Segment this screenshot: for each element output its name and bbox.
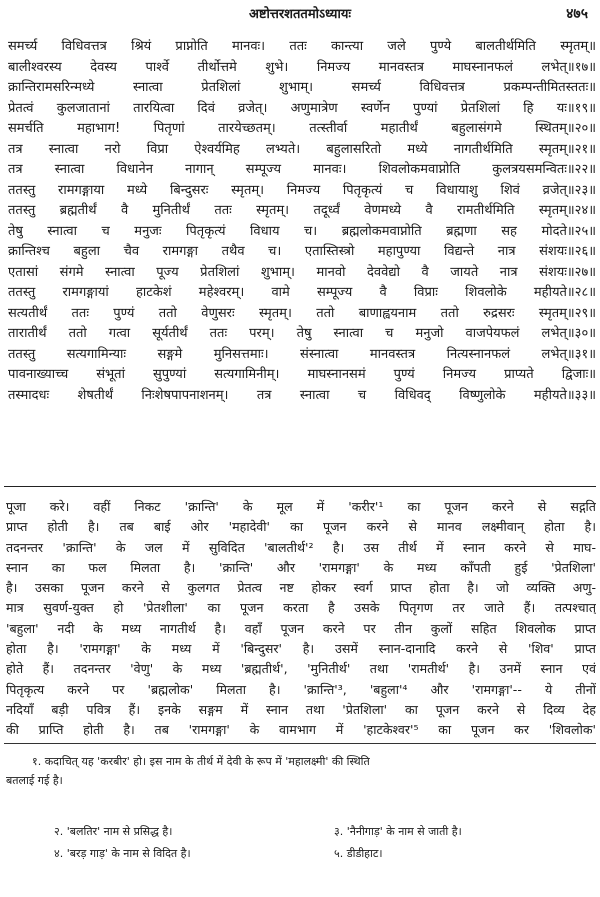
footnote-1-line1: १. कदाचित् यह 'करबीर' हो। इस नाम के तीर्थ में देवी के रूप में 'महालक्ष्मी' की स्थिति — [32, 755, 370, 768]
footnote-4: ४. 'बरड़ गाड़' के नाम से विदित है। — [54, 847, 191, 860]
translation-line: होते हैं। तदनन्तर 'वेणु' के मध्य 'ब्रह्मतीर्थ', 'मुनितीर्थ' तथा 'रामतीर्थ' है। उनमें स्नान एवं — [6, 661, 596, 677]
translation-line: की प्राप्ति होती है। तब 'रामगङ्गा' के वामभाग में 'हाटकेश्वर'⁵ का पूजन कर 'शिवलोक' — [6, 722, 596, 738]
translation-line: प्राप्त होती है। तब बाई ओर 'महादेवी' का पूजन करने से मानव लक्ष्मीवान् होता है। — [6, 519, 596, 535]
hindi-translation — [6, 497, 596, 741]
footnote-1 — [6, 752, 596, 790]
verse-line: तस्मादधः शेषतीर्थं निःशेषपापनाशनम्। तत्र स्नात्वा च विधिवद् विष्णुलोके महीयते॥३३॥ — [8, 387, 596, 403]
verse-line: सत्यतीर्थं ततः पुण्यं ततो वेणुसरः स्मृतम्। ततो बाणाह्वयनाम ततो रुद्रसरः स्मृतम्॥२९॥ — [8, 305, 596, 321]
verse-line: एतासां संगमे स्नात्वा पूज्य प्रेतशिलां शुभाम्। मानवो देववेद्यो वै जायते नात्र संशयः॥२७॥ — [8, 264, 596, 280]
translation-line: तदनन्तर 'क्रान्ति' के जल में सुविदित 'बालतीर्थ'² है। उस तीर्थ में स्नान करने से माघ- — [6, 539, 596, 555]
verse-line: तत्र स्नात्वा विधानेन नागान् सम्पूज्य मानवः। शिवलोकमवाप्नोति कुलत्रयसमन्वितः॥२२॥ — [8, 162, 596, 177]
verse-line: क्रान्तिश्च बहुला चैव रामगङ्गा तथैव च। एतास्तिस्त्रो महापुण्या विद्यन्ते नात्र संशयः॥२६॥ — [8, 244, 596, 259]
chapter-title: अष्टोत्तरशततमोऽध्यायः — [248, 7, 352, 22]
footnote-5: ५. डीडीहाट। — [334, 847, 383, 860]
translation-line: पितृकृत्य करने पर 'ब्रह्मलोक' मिलता है। 'क्रान्ति'³, 'बहुला'⁴ और 'रामगङ्गा'-- ये तीनों — [6, 681, 596, 697]
page-header — [0, 4, 600, 24]
section-divider — [4, 486, 596, 487]
verse-line: ततस्तु सत्यगामिन्याः सङ्गमे मुनिसत्तमाः। संस्नात्वा मानवस्तत्र नित्यस्नानफलं लभेत्॥३१॥ — [8, 346, 596, 362]
verse-line: तेषु स्नात्वा च मनुजः पितृकृत्यं विधाय च। ब्रह्मलोकमवाप्नोति ब्रह्मणा सह मोदते॥२५॥ — [8, 223, 596, 239]
translation-line: 'बहुला' नदी के मध्य नागतीर्थ है। वहाँ पूजन करने पर तीन कुलों सहित शिवलोक प्राप्त — [6, 620, 596, 636]
translation-line: मात्र सुवर्ण-युक्त हो 'प्रेतशीला' का पूजन करता है उसके पितृगण तर जाते हैं। तत्पश्चात् — [6, 600, 596, 616]
footnote-2: २. 'बलतिर' नाम से प्रसिद्ध है। — [54, 825, 173, 838]
verse-line: क्रान्तिरामसरिन्मध्ये स्नात्वा प्रेतशिलां शुभाम्। समर्च्य विधिवत्तत्र प्रकम्पन्तीमितस्ततः॥ — [8, 80, 596, 95]
sanskrit-verses — [8, 37, 596, 406]
translation-line: स्नान का फल मिलता है। 'क्रान्ति' और 'रामगङ्गा' के मध्य काँपती हुई 'प्रेतशिला' — [6, 559, 596, 575]
translation-line: होता है। 'रामगङ्गा' के मध्य में 'बिन्दुसर' है। उसमें स्नान-दानादि करने से 'शिव' प्राप्त — [6, 641, 596, 657]
verse-line: समर्च्य विधिवत्तत्र श्रियं प्राप्नोति मानवः। ततः कान्त्या जले पुण्ये बालतीर्थमिति स्मृतम्॥ — [8, 39, 596, 54]
translation-line: पूजा करे। वहीं निकट 'क्रान्ति' के मूल में 'करीर'¹ का पूजन करने से सद्गति — [6, 499, 596, 514]
verse-line: बालीश्वरस्य देवस्य पार्श्वे तीर्थोत्तमे शुभे। निमज्य मानवस्तत्र माघस्नानफलं लभेत्॥१७॥ — [8, 59, 596, 75]
verse-line: तारातीर्थं ततो गत्वा सूर्यतीर्थं ततः परम्। तेषु स्नात्वा च मनुजो वाजपेयफलं लभेत्॥३०॥ — [8, 326, 596, 341]
verse-line: तत्र स्नात्वा नरो विप्रा ऐश्वर्यमिह लभ्यते। बहुलासरितो मध्ये नागतीर्थमिति स्मृतम्॥२१॥ — [8, 141, 596, 157]
verse-line: समर्चति महाभाग! पितृणां तारयेच्छतम्। तत्स्तीर्वा महातीर्थं बहुलासंगमे स्थितम्॥२०॥ — [8, 121, 596, 136]
footnote-1-line2: बतलाई गई है। — [6, 774, 63, 787]
footnote-3: ३. 'नैनीगाड़' के नाम से जाती है। — [334, 825, 462, 838]
verse-line: पावनाख्याच्च संभूतां सुपुण्यां सत्यगामिनीम्। माघस्नानसमं पुण्यं निमज्य प्राप्यते द्विजाः॥ — [8, 367, 596, 382]
translation-line: नदियाँ बड़ी पवित्र हैं। इनके सङ्गम में स्नान तथा 'प्रेतशिला' का पूजन करने से दिव्य देह — [6, 701, 596, 717]
footnote-divider — [4, 743, 596, 744]
translation-line: है। उसका पूजन करने से कुलगत प्रेतत्व नष्ट होकर स्वर्ग प्राप्त होता है। जो व्यक्ति अणु- — [6, 580, 596, 596]
verse-line: ततस्तु रामगङ्गाया मध्ये बिन्दुसरः स्मृतम्। निमज्य पितृकृत्यं च विधायाशु शिवं व्रजेत्॥२३॥ — [8, 182, 596, 198]
verse-line: ततस्तु ब्रह्मतीर्थं वै मुनितीर्थं ततः स्मृतम्। तदूर्ध्वं वेणमध्ये वै रामतीर्थमिति स्मृतम्॥२४॥ — [8, 203, 596, 218]
verse-line: प्रेतत्वं कुलजातानां तारयित्वा दिवं व्रजेत्। अणुमात्रेण स्वर्णेन पुण्यां प्रेतशिलां हि यः॥१९॥ — [8, 100, 596, 116]
verse-line: ततस्तु रामगङ्गायां हाटकेशं महेश्वरम्। वामे सम्पूज्य वै विप्राः शिवलोके महीयते॥२८॥ — [8, 285, 596, 300]
page-number: ४७५ — [566, 6, 588, 22]
